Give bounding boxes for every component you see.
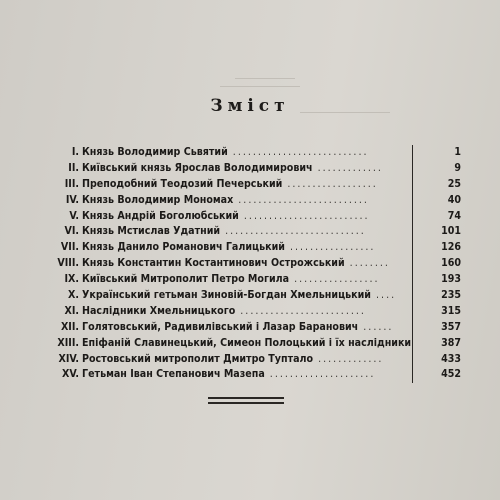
toc-entry-number: II. — [68, 161, 79, 174]
toc-entry-title: Український гетьман Зиновій-Богдан Хмельницький — [82, 289, 371, 302]
toc-entry-page: 1 — [412, 145, 461, 161]
toc-entry-page: 25 — [412, 177, 461, 193]
dot-leader: ............. — [312, 161, 383, 174]
toc-entry-title: Епіфаній Славинецький, Симеон Полоцький і їх наслідники — [82, 336, 412, 349]
toc-entry — [52, 161, 464, 177]
dot-leader: ...... — [358, 320, 394, 333]
dot-leader: ......................... — [235, 304, 366, 317]
toc-entry-number: IV. — [65, 193, 79, 206]
toc-entry-title: Князь Мстислав Удатний — [82, 225, 221, 238]
bleed-through-line — [220, 86, 300, 87]
dot-leader: .... — [371, 289, 397, 302]
toc-entry — [52, 288, 464, 304]
toc-entry-title: Преподобний Теодозий Печерський — [82, 177, 283, 190]
toc-entry-title: Київський князь Ярослав Володимирович — [82, 161, 313, 174]
toc-entry-page: 452 — [412, 367, 461, 383]
dot-leader: ............................ — [220, 225, 366, 238]
toc-entry-title: Гетьман Іван Степанович Мазепа — [82, 368, 265, 381]
dot-leader: ......................... — [238, 209, 370, 222]
toc-entry-title: Голятовський, Радивилівський і Лазар Баранович — [82, 320, 359, 333]
toc-entry-page: 193 — [412, 272, 461, 288]
toc-entry — [52, 320, 464, 336]
dot-leader: .......................... — [233, 193, 369, 206]
dot-leader: ................. — [289, 273, 380, 286]
toc-entry-number: XII. — [60, 320, 79, 333]
toc-entry — [52, 193, 464, 209]
toc-entry-page: 160 — [412, 256, 461, 272]
toc-entry — [52, 352, 464, 368]
toc-entry — [52, 367, 464, 383]
toc-entry-page: 433 — [412, 352, 461, 368]
toc-entry — [52, 336, 464, 352]
double-rule-divider — [208, 397, 284, 407]
toc-entry-page: 235 — [412, 288, 461, 304]
dot-leader: ............. — [313, 352, 384, 365]
toc-entry-number: XI. — [64, 304, 79, 317]
page-title: Зміст — [210, 96, 290, 116]
toc-entry — [52, 177, 464, 193]
toc-entry-page: 101 — [412, 224, 461, 240]
bleed-through-line — [235, 78, 295, 79]
dot-leader: ........................... — [227, 146, 369, 158]
dot-leader: ..................... — [264, 368, 376, 381]
toc-entry-page: 74 — [412, 209, 461, 225]
toc-entry-page: 126 — [412, 240, 461, 256]
toc-entry-number: XIV. — [58, 352, 79, 365]
toc-entry-title: Князь Андрій Боголюбський — [82, 209, 239, 222]
toc-entry-number: VIII. — [57, 257, 79, 270]
dot-leader: ........ — [344, 257, 390, 270]
toc-entry-number: I. — [71, 146, 79, 158]
toc-entry-page: 357 — [412, 320, 461, 336]
rule-line — [208, 397, 284, 399]
toc-entry-page: 9 — [412, 161, 461, 177]
toc-entry-title: Наслідники Хмельницького — [82, 304, 236, 317]
toc-entry-number: VII. — [60, 241, 79, 254]
toc-entry-number: XIII. — [57, 336, 79, 349]
rule-line — [208, 402, 284, 404]
toc-entry-title: Князь Данило Романович Галицький — [82, 241, 285, 254]
toc-entry — [52, 304, 464, 320]
toc-entry-title: Ростовський митрополит Дмитро Туптало — [82, 352, 314, 365]
toc-entry — [52, 145, 464, 161]
toc-entry-page: 387 — [412, 336, 461, 352]
toc-entry-number: X. — [68, 289, 79, 302]
toc-entry — [52, 224, 464, 240]
toc-entry — [52, 240, 464, 256]
toc-entry-page: 315 — [412, 304, 461, 320]
toc-entry-title: Князь Володимир Мономах — [82, 193, 234, 206]
toc-entry — [52, 209, 464, 225]
toc-entry-number: XV. — [62, 368, 79, 381]
toc-entry-number: IX. — [64, 273, 79, 286]
toc-entry-number: V. — [69, 209, 79, 222]
toc-entry — [52, 256, 464, 272]
dot-leader: .................. — [282, 177, 378, 190]
toc-entry-page: 40 — [412, 193, 461, 209]
toc-entry-number: VI. — [64, 225, 79, 238]
toc-entry — [52, 272, 464, 288]
toc-entry-number: III. — [64, 177, 79, 190]
dot-leader: ................. — [284, 241, 376, 254]
table-of-contents — [52, 145, 464, 383]
toc-entry-title: Князь Володимир Сьвятий — [82, 146, 228, 158]
toc-entry-title: Київський Митрополит Петро Могила — [82, 273, 290, 286]
toc-entry-title: Князь Константин Костантинович Острожський — [82, 257, 345, 270]
